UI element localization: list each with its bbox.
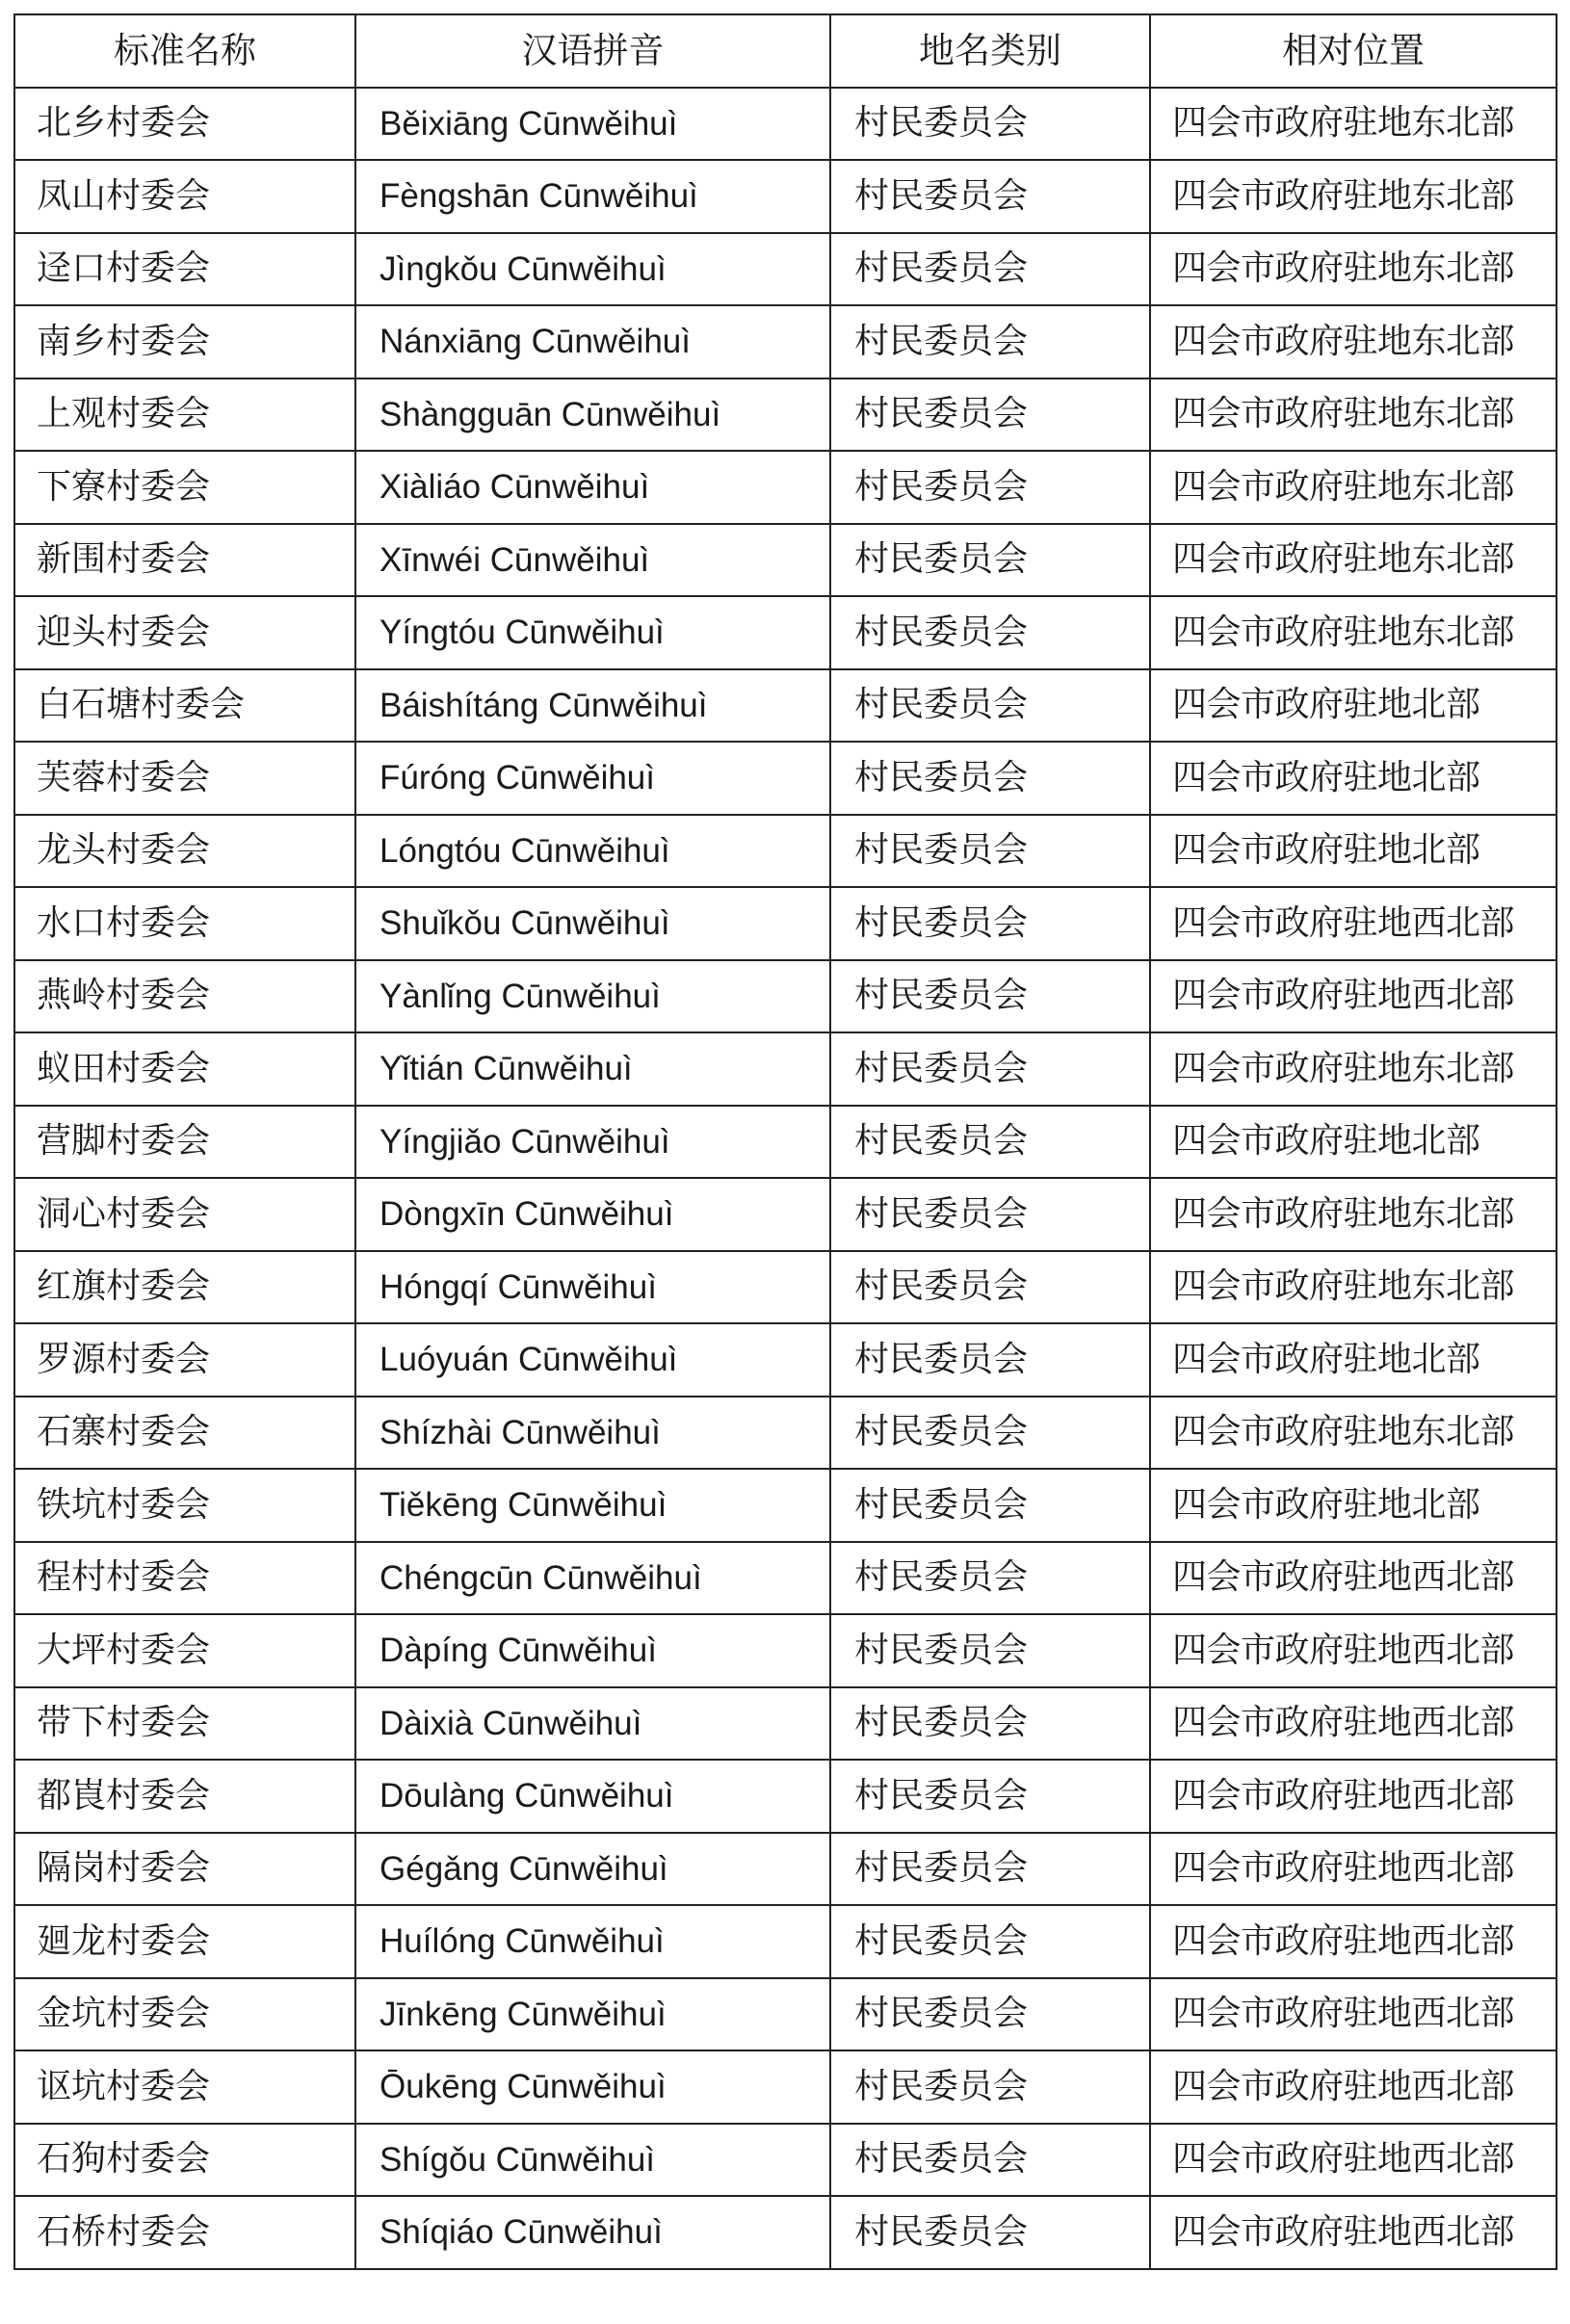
cell-category: 村民委员会: [830, 596, 1150, 669]
cell-category: 村民委员会: [830, 742, 1150, 815]
cell-standard-name: 讴坑村委会: [14, 2050, 355, 2124]
cell-category: 村民委员会: [830, 1760, 1150, 1833]
cell-relative-position: 四会市政府驻地北部: [1150, 669, 1557, 743]
table-row: [14, 669, 1557, 743]
cell-standard-name: 燕岭村委会: [14, 960, 355, 1033]
cell-category: 村民委员会: [830, 2196, 1150, 2269]
cell-pinyin: Tiěkēng Cūnwěihuì: [355, 1469, 830, 1542]
cell-pinyin: Jīnkēng Cūnwěihuì: [355, 1978, 830, 2051]
cell-pinyin: Jìngkǒu Cūnwěihuì: [355, 233, 830, 306]
cell-pinyin: Dàixià Cūnwěihuì: [355, 1687, 830, 1761]
cell-relative-position: 四会市政府驻地东北部: [1150, 596, 1557, 669]
table-row: [14, 2196, 1557, 2269]
cell-standard-name: 芙蓉村委会: [14, 742, 355, 815]
header-row: [14, 14, 1557, 88]
table-row: [14, 1323, 1557, 1397]
cell-standard-name: 水口村委会: [14, 887, 355, 960]
cell-pinyin: Běixiāng Cūnwěihuì: [355, 88, 830, 161]
cell-relative-position: 四会市政府驻地西北部: [1150, 2124, 1557, 2197]
cell-standard-name: 凤山村委会: [14, 160, 355, 233]
table-row: [14, 815, 1557, 888]
cell-category: 村民委员会: [830, 524, 1150, 597]
header-category: 地名类别: [830, 14, 1150, 88]
cell-standard-name: 带下村委会: [14, 1687, 355, 1761]
cell-standard-name: 下寮村委会: [14, 451, 355, 524]
cell-standard-name: 营脚村委会: [14, 1106, 355, 1179]
cell-standard-name: 廻龙村委会: [14, 1905, 355, 1978]
table-row: [14, 524, 1557, 597]
cell-standard-name: 上观村委会: [14, 379, 355, 452]
table-row: [14, 88, 1557, 161]
cell-category: 村民委员会: [830, 379, 1150, 452]
cell-category: 村民委员会: [830, 451, 1150, 524]
table-row: [14, 1251, 1557, 1324]
cell-pinyin: Xīnwéi Cūnwěihuì: [355, 524, 830, 597]
cell-pinyin: Fúróng Cūnwěihuì: [355, 742, 830, 815]
cell-relative-position: 四会市政府驻地西北部: [1150, 1905, 1557, 1978]
cell-pinyin: Huílóng Cūnwěihuì: [355, 1905, 830, 1978]
cell-relative-position: 四会市政府驻地东北部: [1150, 305, 1557, 379]
cell-pinyin: Shígǒu Cūnwěihuì: [355, 2124, 830, 2197]
cell-relative-position: 四会市政府驻地西北部: [1150, 1833, 1557, 1906]
table-row: [14, 1106, 1557, 1179]
table-row: [14, 379, 1557, 452]
cell-relative-position: 四会市政府驻地北部: [1150, 1106, 1557, 1179]
cell-pinyin: Shízhài Cūnwěihuì: [355, 1397, 830, 1470]
cell-relative-position: 四会市政府驻地西北部: [1150, 1978, 1557, 2051]
cell-relative-position: 四会市政府驻地北部: [1150, 1469, 1557, 1542]
place-names-table: [13, 13, 1557, 2270]
cell-standard-name: 白石塘村委会: [14, 669, 355, 743]
header-pinyin: 汉语拼音: [355, 14, 830, 88]
table-row: [14, 160, 1557, 233]
cell-pinyin: Nánxiāng Cūnwěihuì: [355, 305, 830, 379]
cell-category: 村民委员会: [830, 960, 1150, 1033]
cell-category: 村民委员会: [830, 1978, 1150, 2051]
cell-category: 村民委员会: [830, 1469, 1150, 1542]
cell-relative-position: 四会市政府驻地东北部: [1150, 233, 1557, 306]
cell-category: 村民委员会: [830, 160, 1150, 233]
cell-category: 村民委员会: [830, 1106, 1150, 1179]
cell-relative-position: 四会市政府驻地西北部: [1150, 2196, 1557, 2269]
cell-standard-name: 都崀村委会: [14, 1760, 355, 1833]
table-body: [14, 88, 1557, 2269]
cell-category: 村民委员会: [830, 88, 1150, 161]
table-header: [14, 14, 1557, 88]
cell-standard-name: 隔岗村委会: [14, 1833, 355, 1906]
cell-category: 村民委员会: [830, 1251, 1150, 1324]
cell-standard-name: 蚁田村委会: [14, 1032, 355, 1106]
cell-category: 村民委员会: [830, 2050, 1150, 2124]
table-row: [14, 960, 1557, 1033]
cell-standard-name: 铁坑村委会: [14, 1469, 355, 1542]
cell-relative-position: 四会市政府驻地东北部: [1150, 88, 1557, 161]
cell-category: 村民委员会: [830, 1397, 1150, 1470]
cell-pinyin: Ōukēng Cūnwěihuì: [355, 2050, 830, 2124]
table-row: [14, 1469, 1557, 1542]
table-row: [14, 596, 1557, 669]
table-row: [14, 742, 1557, 815]
cell-pinyin: Báishítáng Cūnwěihuì: [355, 669, 830, 743]
cell-standard-name: 罗源村委会: [14, 1323, 355, 1397]
cell-pinyin: Xiàliáo Cūnwěihuì: [355, 451, 830, 524]
cell-standard-name: 石狗村委会: [14, 2124, 355, 2197]
cell-category: 村民委员会: [830, 815, 1150, 888]
cell-standard-name: 红旗村委会: [14, 1251, 355, 1324]
cell-relative-position: 四会市政府驻地东北部: [1150, 1178, 1557, 1251]
cell-standard-name: 石寨村委会: [14, 1397, 355, 1470]
table-row: [14, 1032, 1557, 1106]
table-row: [14, 1687, 1557, 1761]
cell-category: 村民委员会: [830, 305, 1150, 379]
table-row: [14, 451, 1557, 524]
cell-relative-position: 四会市政府驻地西北部: [1150, 1760, 1557, 1833]
cell-relative-position: 四会市政府驻地东北部: [1150, 1251, 1557, 1324]
cell-relative-position: 四会市政府驻地北部: [1150, 815, 1557, 888]
cell-relative-position: 四会市政府驻地西北部: [1150, 1542, 1557, 1615]
cell-pinyin: Shíqiáo Cūnwěihuì: [355, 2196, 830, 2269]
table-row: [14, 2050, 1557, 2124]
cell-pinyin: Dàpíng Cūnwěihuì: [355, 1614, 830, 1687]
cell-pinyin: Shuǐkǒu Cūnwěihuì: [355, 887, 830, 960]
cell-category: 村民委员会: [830, 1614, 1150, 1687]
cell-category: 村民委员会: [830, 1905, 1150, 1978]
table-row: [14, 1614, 1557, 1687]
table-row: [14, 1978, 1557, 2051]
cell-standard-name: 迳口村委会: [14, 233, 355, 306]
cell-pinyin: Dòngxīn Cūnwěihuì: [355, 1178, 830, 1251]
cell-standard-name: 龙头村委会: [14, 815, 355, 888]
table-row: [14, 1905, 1557, 1978]
table-row: [14, 1178, 1557, 1251]
table-row: [14, 1760, 1557, 1833]
cell-standard-name: 南乡村委会: [14, 305, 355, 379]
cell-standard-name: 石桥村委会: [14, 2196, 355, 2269]
cell-pinyin: Yíngjiǎo Cūnwěihuì: [355, 1106, 830, 1179]
cell-category: 村民委员会: [830, 669, 1150, 743]
table-row: [14, 2124, 1557, 2197]
cell-relative-position: 四会市政府驻地东北部: [1150, 1032, 1557, 1106]
table-row: [14, 1833, 1557, 1906]
cell-category: 村民委员会: [830, 233, 1150, 306]
cell-relative-position: 四会市政府驻地西北部: [1150, 1614, 1557, 1687]
cell-category: 村民委员会: [830, 1687, 1150, 1761]
cell-relative-position: 四会市政府驻地西北部: [1150, 2050, 1557, 2124]
cell-relative-position: 四会市政府驻地北部: [1150, 1323, 1557, 1397]
cell-relative-position: 四会市政府驻地东北部: [1150, 379, 1557, 452]
cell-pinyin: Luóyuán Cūnwěihuì: [355, 1323, 830, 1397]
table-row: [14, 887, 1557, 960]
cell-category: 村民委员会: [830, 887, 1150, 960]
cell-relative-position: 四会市政府驻地西北部: [1150, 1687, 1557, 1761]
cell-pinyin: Shàngguān Cūnwěihuì: [355, 379, 830, 452]
table-row: [14, 233, 1557, 306]
cell-standard-name: 迎头村委会: [14, 596, 355, 669]
cell-pinyin: Fèngshān Cūnwěihuì: [355, 160, 830, 233]
cell-pinyin: Lóngtóu Cūnwěihuì: [355, 815, 830, 888]
cell-pinyin: Yíngtóu Cūnwěihuì: [355, 596, 830, 669]
cell-pinyin: Gégǎng Cūnwěihuì: [355, 1833, 830, 1906]
table-row: [14, 305, 1557, 379]
cell-standard-name: 金坑村委会: [14, 1978, 355, 2051]
cell-standard-name: 程村村委会: [14, 1542, 355, 1615]
table-row: [14, 1397, 1557, 1470]
cell-relative-position: 四会市政府驻地西北部: [1150, 887, 1557, 960]
cell-pinyin: Yànlǐng Cūnwěihuì: [355, 960, 830, 1033]
cell-pinyin: Yǐtián Cūnwěihuì: [355, 1032, 830, 1106]
cell-category: 村民委员会: [830, 1833, 1150, 1906]
cell-category: 村民委员会: [830, 1032, 1150, 1106]
cell-standard-name: 北乡村委会: [14, 88, 355, 161]
cell-relative-position: 四会市政府驻地西北部: [1150, 960, 1557, 1033]
cell-relative-position: 四会市政府驻地东北部: [1150, 160, 1557, 233]
cell-category: 村民委员会: [830, 1542, 1150, 1615]
cell-standard-name: 洞心村委会: [14, 1178, 355, 1251]
cell-category: 村民委员会: [830, 1178, 1150, 1251]
cell-relative-position: 四会市政府驻地东北部: [1150, 451, 1557, 524]
cell-standard-name: 大坪村委会: [14, 1614, 355, 1687]
cell-relative-position: 四会市政府驻地东北部: [1150, 1397, 1557, 1470]
cell-category: 村民委员会: [830, 2124, 1150, 2197]
header-standard-name: 标准名称: [14, 14, 355, 88]
cell-standard-name: 新围村委会: [14, 524, 355, 597]
header-relative-position: 相对位置: [1150, 14, 1557, 88]
cell-category: 村民委员会: [830, 1323, 1150, 1397]
cell-pinyin: Chéngcūn Cūnwěihuì: [355, 1542, 830, 1615]
cell-relative-position: 四会市政府驻地北部: [1150, 742, 1557, 815]
cell-relative-position: 四会市政府驻地东北部: [1150, 524, 1557, 597]
cell-pinyin: Hóngqí Cūnwěihuì: [355, 1251, 830, 1324]
table-row: [14, 1542, 1557, 1615]
cell-pinyin: Dōulàng Cūnwěihuì: [355, 1760, 830, 1833]
